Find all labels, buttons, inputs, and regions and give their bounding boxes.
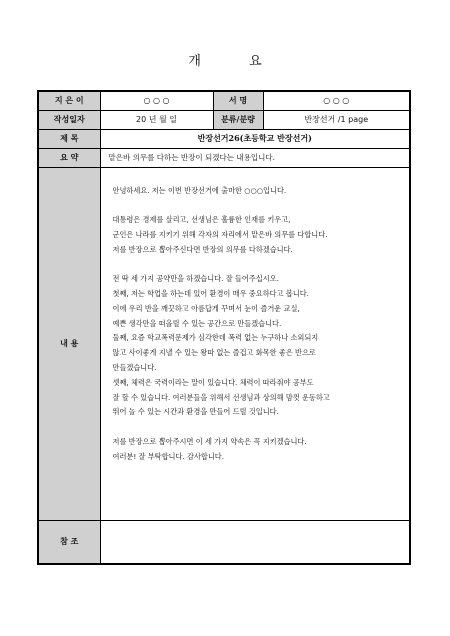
author-value: ○ ○ ○ (100, 91, 213, 110)
reference-label: 참 조 (38, 520, 100, 564)
content-label: 내 용 (38, 167, 100, 520)
content-line: 여러분! 잘 부탁합니다. 감사합니다. (112, 451, 225, 461)
content-line: 저를 반장으로 뽑아주시면 이 세 가지 약속은 꼭 지키겠습니다. (112, 437, 307, 447)
content-line: 둘째, 요즘 학교폭력문제가 심각한데 폭력 없는 누구하나 소외되지 (112, 333, 319, 343)
content-line: 만들겠습니다. (112, 363, 157, 373)
content-line: 뛰어 놀 수 있는 시간과 환경을 만들어 드릴 것입니다. (112, 407, 279, 417)
subject-value: 반장선거26(초등학교 반장선거) (100, 129, 410, 148)
blank-line (113, 420, 400, 435)
subject-row (38, 129, 410, 148)
category-value: 반장선거 /1 page (263, 110, 410, 129)
date-row (38, 110, 410, 129)
date-label: 작성일자 (38, 110, 100, 129)
document-title: 개 요 (188, 54, 284, 69)
summary-label: 요 약 (38, 148, 100, 167)
content-line: 잘 할 수 있습니다. 여러분들을 위해서 선생님과 상의해 맘껏 운동하고 (112, 392, 330, 402)
content-line: 안녕하세요. 저는 이번 반장선거에 출마한 ○○○입니다. (112, 185, 287, 195)
content-body (100, 167, 410, 520)
category-label: 분류/분량 (213, 110, 263, 129)
signature-label: 서 명 (213, 91, 263, 110)
content-row (38, 167, 410, 520)
content-line: 않고 사이좋게 지낼 수 있는 왕따 없는 즐겁고 화목한 좋은 반으로 (112, 348, 316, 358)
content-line: 예쁜 생각만을 떠올릴 수 있는 공간으로 만들겠습니다. (112, 318, 282, 328)
subject-label: 제 목 (38, 129, 100, 148)
reference-value (100, 520, 410, 564)
content-line: 군인은 나라를 지키기 위해 각자의 자리에서 맡은바 의무를 다합니다. (112, 229, 328, 239)
signature-value: ○ ○ ○ (263, 91, 410, 110)
content-line: 이에 우리 반을 깨끗하고 아름답게 꾸며서 눈이 즐거운 교실, (112, 303, 300, 313)
author-row (38, 91, 410, 110)
content-line: 전 딱 세 가지 공약만을 하겠습니다. 잘 들어주십시오. (112, 274, 279, 284)
blank-line (113, 198, 400, 213)
content-line: 대통령은 경제를 살리고, 선생님은 훌륭한 인재를 키우고, (112, 215, 291, 225)
summary-value: 맡은바 의무를 다하는 반장이 되겠다는 내용입니다. (100, 148, 410, 167)
blank-line (113, 257, 400, 272)
reference-row (38, 520, 410, 564)
content-line: 셋째, 체력은 국력이라는 말이 있습니다. 체력이 따라줘야 공부도 (112, 377, 314, 387)
content-line: 첫째, 저는 학업을 하는데 있어 환경이 매우 중요하다고 봅니다. (112, 289, 309, 299)
summary-form-table (37, 90, 411, 565)
author-label: 지 은 이 (38, 91, 100, 110)
date-value: 20 년 월 일 (100, 110, 213, 129)
summary-row (38, 148, 410, 167)
content-line: 저를 반장으로 뽑아주신다면 반장의 의무를 다하겠습니다. (112, 244, 293, 254)
